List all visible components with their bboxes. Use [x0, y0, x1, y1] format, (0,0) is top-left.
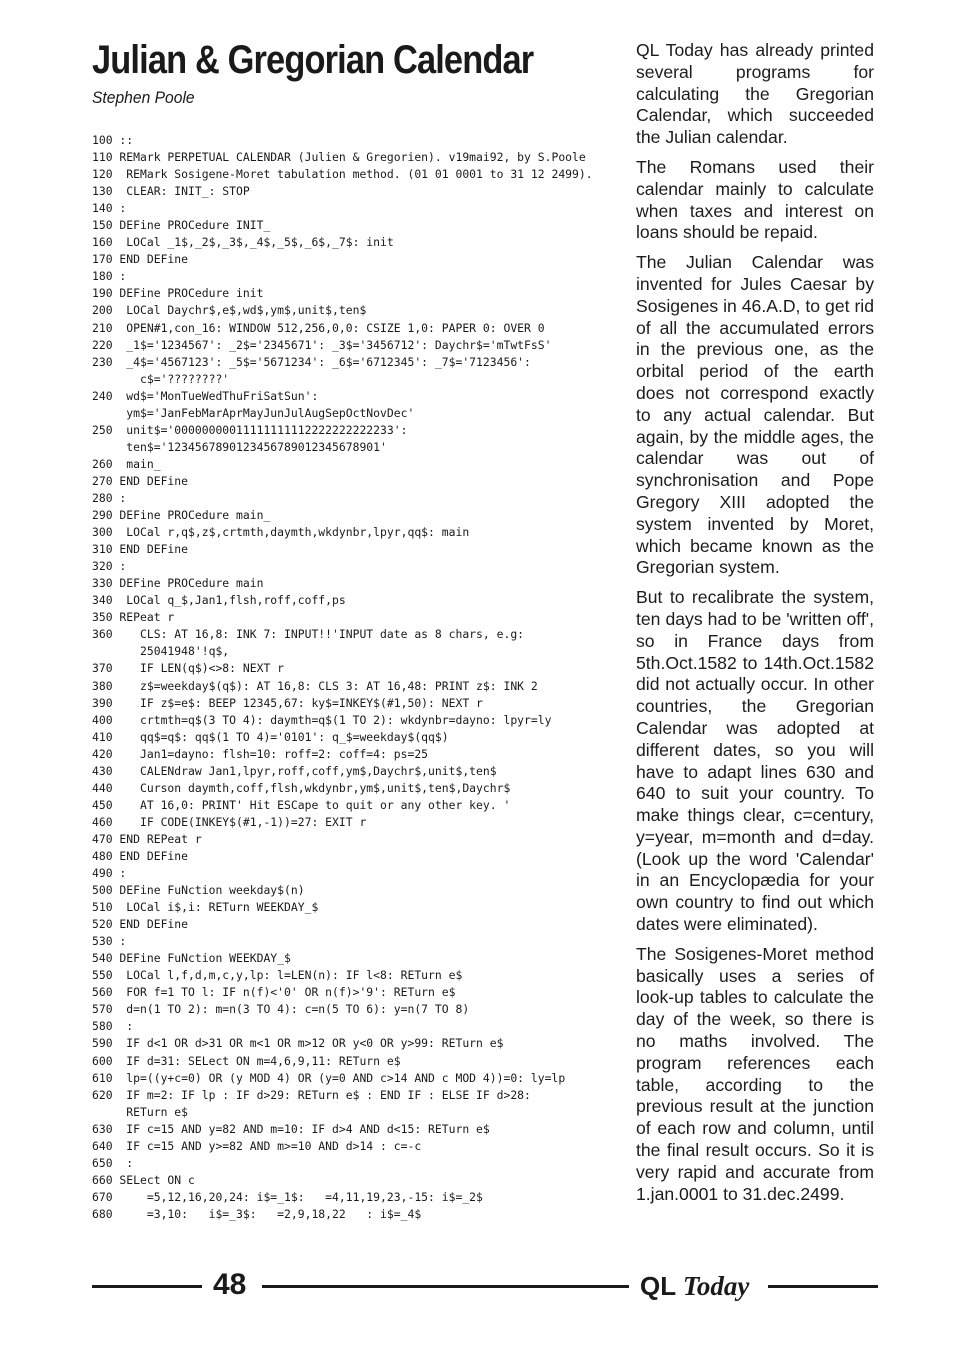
listing-line: 390 IF z$=e$: BEEP 12345,67: ky$=INKEY$(#1,50): NEXT r: [92, 695, 483, 710]
listing-line: 290 DEFine PROCedure main_: [92, 508, 271, 523]
listing-line: 270 END DEFine: [92, 473, 189, 488]
listing-line: 680 =3,10: i$=_3$: =2,9,18,22 : i$=_4$: [92, 1206, 422, 1221]
listing-line: 110 REMark PERPETUAL CALENDAR (Julien & Gregorien). v19mai92, by S.Poole: [92, 150, 586, 165]
listing-line: 300 LOCal r,q$,z$,crtmth,daymth,wkdynbr,lpyr,qq$: main: [92, 525, 470, 540]
listing-line: 250 unit$='00000000011111111112222222222233':: [92, 422, 408, 437]
listing-line: 230 _4$='4567123': _5$='5671234': _6$='6712345': _7$='7123456':: [92, 354, 531, 369]
body-paragraph: The Julian Calendar was invented for Jules Caesar by Sosigenes in 46.A.D, to get rid of all the accumulated errors in the previous one, as the orbital period of the earth does not correspond exactly to any actual calendar. But again, by the middle ages, the calendar was out of synchronisation and Pope Gregory XIII adopted the system invented by Moret, which became known as the Gregorian system.: [636, 252, 874, 578]
listing-line: 380 z$=weekday$(q$): AT 16,8: CLS 3: AT 16,48: PRINT z$: INK 2: [92, 678, 538, 693]
listing-line: 200 LOCal Daychr$,e$,wd$,ym$,unit$,ten$: [92, 303, 367, 318]
footer-rule-middle: [262, 1285, 629, 1288]
listing-line: 580 :: [92, 1019, 134, 1034]
listing-line: 660 SELect ON c: [92, 1172, 195, 1187]
listing-line: 310 END DEFine: [92, 542, 189, 557]
listing-line: 280 :: [92, 490, 127, 505]
listing-line: 350 REPeat r: [92, 610, 175, 625]
body-paragraph: The Romans used their calendar mainly to calculate when taxes and interest on loans should be repaid.: [636, 156, 874, 243]
article-body: [636, 40, 874, 1213]
body-paragraph: The Sosigenes-Moret method basically uses a series of look-up tables to calculate the day of the week, so there is no maths involved. The program references each table, according to the previous result at the junction of each row and column, until the final result occurs. So it is very rapid and accurate from 1.jan.0001 to 31.dec.2499.: [636, 943, 874, 1204]
listing-line: 460 IF CODE(INKEY$(#1,-1))=27: EXIT r: [92, 814, 367, 829]
listing-line: RETurn e$: [92, 1104, 189, 1119]
listing-line: 190 DEFine PROCedure init: [92, 286, 264, 301]
magazine-prefix: QL: [640, 1271, 676, 1301]
listing-line: 590 IF d<1 OR d>31 OR m<1 OR m>12 OR y<0 OR y>99: RETurn e$: [92, 1036, 504, 1051]
listing-line: 540 DEFine FuNction WEEKDAY_$: [92, 951, 291, 966]
listing-line: 320 :: [92, 559, 127, 574]
listing-line: 620 IF m=2: IF lp : IF d>29: RETurn e$ : END IF : ELSE IF d>28:: [92, 1087, 531, 1102]
listing-line: 400 crtmth=q$(3 TO 4): daymth=q$(1 TO 2): wkdynbr=dayno: lpyr=ly: [92, 712, 552, 727]
listing-line: 210 OPEN#1,con_16: WINDOW 512,256,0,0: CSIZE 1,0: PAPER 0: OVER 0: [92, 320, 545, 335]
listing-line: 260 main_: [92, 456, 161, 471]
listing-line: 520 END DEFine: [92, 917, 189, 932]
listing-line: 130 CLEAR: INIT_: STOP: [92, 184, 250, 199]
listing-line: 530 :: [92, 934, 127, 949]
listing-line: ten$='1234567890123456789012345678901': [92, 439, 387, 454]
listing-line: 220 _1$='1234567': _2$='2345671': _3$='3456712': Daychr$='mTwtFsS': [92, 337, 552, 352]
listing-line: 500 DEFine FuNction weekday$(n): [92, 883, 305, 898]
listing-line: 25041948'!q$,: [92, 644, 230, 659]
listing-line: 160 LOCal _1$,_2$,_3$,_4$,_5$,_6$,_7$: init: [92, 235, 394, 250]
listing-line: 510 LOCal i$,i: RETurn WEEKDAY_$: [92, 900, 319, 915]
listing-line: 430 CALENdraw Jan1,lpyr,roff,coff,ym$,Daychr$,unit$,ten$: [92, 763, 497, 778]
listing-line: 450 AT 16,0: PRINT' Hit ESCape to quit or any other key. ': [92, 797, 511, 812]
body-paragraph: QL Today has already printed several programs for calculating the Gregorian Calendar, which succeeded the Julian calendar.: [636, 40, 874, 148]
listing-line: 420 Jan1=dayno: flsh=10: roff=2: coff=4: ps=25: [92, 746, 429, 761]
listing-line: ym$='JanFebMarAprMayJunJulAugSepOctNovDec': [92, 405, 415, 420]
listing-line: c$='????????': [92, 371, 230, 386]
footer-rule-right: [768, 1285, 878, 1288]
listing-line: 670 =5,12,16,20,24: i$=_1$: =4,11,19,23,-15: i$=_2$: [92, 1189, 483, 1204]
listing-line: 570 d=n(1 TO 2): m=n(3 TO 4): c=n(5 TO 6): y=n(7 TO 8): [92, 1002, 470, 1017]
program-listing: [92, 132, 612, 1223]
listing-line: 100 ::: [92, 133, 134, 147]
magazine-suffix: Today: [682, 1271, 750, 1301]
footer-rule-left: [92, 1285, 202, 1288]
listing-line: 480 END DEFine: [92, 848, 189, 863]
listing-line: 150 DEFine PROCedure INIT_: [92, 218, 271, 233]
listing-line: 550 LOCal l,f,d,m,c,y,lp: l=LEN(n): IF l<8: RETurn e$: [92, 968, 463, 983]
listing-line: 170 END DEFine: [92, 252, 189, 267]
listing-line: 140 :: [92, 201, 127, 216]
listing-line: 610 lp=((y+c=0) OR (y MOD 4) OR (y=0 AND c>14 AND c MOD 4))=0: ly=lp: [92, 1070, 566, 1085]
magazine-logo: [640, 1270, 749, 1302]
listing-line: 600 IF d=31: SELect ON m=4,6,9,11: RETurn e$: [92, 1053, 401, 1068]
listing-line: 240 wd$='MonTueWedThuFriSatSun':: [92, 388, 319, 403]
listing-line: 120 REMark Sosigene-Moret tabulation method. (01 01 0001 to 31 12 2499).: [92, 167, 593, 182]
listing-line: 340 LOCal q_$,Jan1,flsh,roff,coff,ps: [92, 593, 346, 608]
listing-line: 470 END REPeat r: [92, 831, 202, 846]
listing-line: 440 Curson daymth,coff,flsh,wkdynbr,ym$,unit$,ten$,Daychr$: [92, 780, 511, 795]
listing-line: 180 :: [92, 269, 127, 284]
article-title: Julian & Gregorian Calendar: [92, 38, 534, 82]
listing-line: 640 IF c=15 AND y>=82 AND m>=10 AND d>14 : c=-c: [92, 1138, 422, 1153]
page-number: 48: [213, 1268, 247, 1301]
body-paragraph: But to recalibrate the system, ten days had to be 'written off', so in France days from 5th.Oct.1582 to 14th.Oct.1582 did not actually occur. In other countries, the Gregorian Calendar was adopted at different dates, so you will have to adapt lines 630 and 640 to suit your country. To make things clear, c=century, y=year, m=month and d=day. (Look up the word 'Calendar' in an Encyclopædia for your own country to find out which dates were eliminated).: [636, 587, 874, 935]
listing-line: 630 IF c=15 AND y=82 AND m=10: IF d>4 AND d<15: RETurn e$: [92, 1121, 490, 1136]
listing-line: 650 :: [92, 1155, 134, 1170]
listing-line: 360 CLS: AT 16,8: INK 7: INPUT!!'INPUT date as 8 chars, e.g:: [92, 627, 525, 642]
listing-line: 370 IF LEN(q$)<>8: NEXT r: [92, 661, 285, 676]
article-author: Stephen Poole: [92, 88, 195, 107]
listing-line: 410 qq$=q$: qq$(1 TO 4)='0101': q_$=weekday$(qq$): [92, 729, 449, 744]
listing-line: 490 :: [92, 866, 127, 881]
listing-line: 330 DEFine PROCedure main: [92, 576, 264, 591]
listing-line: 560 FOR f=1 TO l: IF n(f)<'0' OR n(f)>'9': RETurn e$: [92, 985, 456, 1000]
